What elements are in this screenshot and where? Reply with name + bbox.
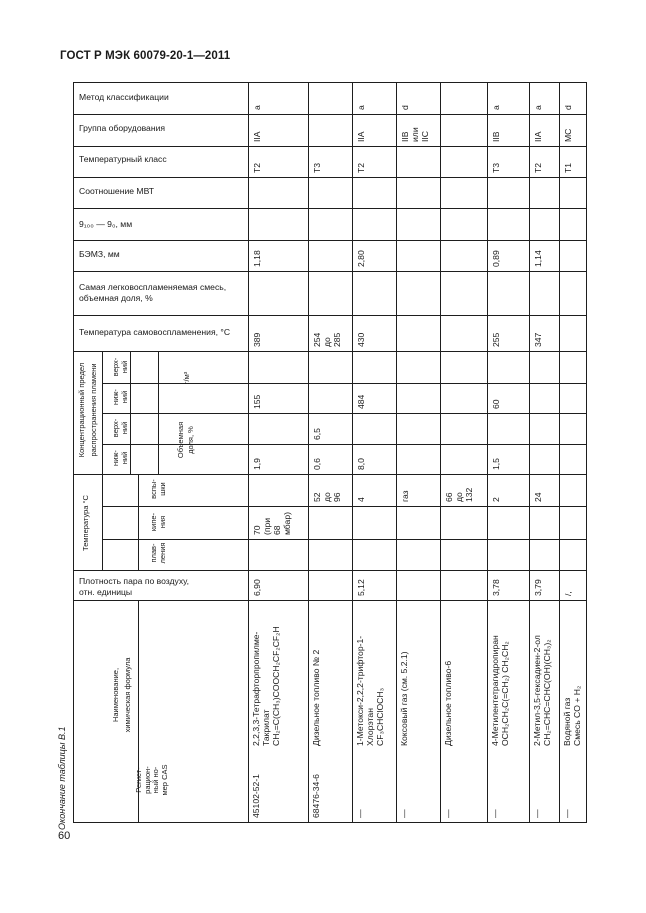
column-line (396, 82, 397, 822)
header-gm3: г/м³ (182, 371, 191, 385)
cell-method: a (252, 105, 262, 110)
column-line (102, 474, 103, 570)
cell-name: Дизельное топливо-6 (443, 660, 453, 746)
cell-group: MC (563, 128, 573, 142)
row-label-most-flammable: Самая легковоспламеняемая смесь, (79, 282, 227, 292)
header-flash: вспы- шки (149, 479, 167, 499)
column-line (138, 474, 139, 570)
column-line (352, 82, 353, 822)
cell-upper_vol: 6,5 (312, 428, 322, 440)
cell-temp_class: T2 (533, 162, 543, 173)
header-conc-limit-2: распространения пламени (89, 363, 98, 457)
column-line (158, 351, 159, 474)
row-line (102, 539, 248, 540)
cell-lower_vol: 8,0 (356, 458, 366, 470)
cell-autoignition: 254 до 285 (312, 332, 342, 347)
cell-bemz: 1,18 (252, 250, 262, 267)
cell-cas: 68476-34-6 (311, 774, 321, 818)
row-line (158, 444, 586, 445)
header-lower-vol: ниж- ний (111, 450, 129, 466)
header-lower-gm3: ниж- ний (111, 389, 129, 405)
cell-lower_gm3: 60 (491, 399, 501, 409)
row-label-autoignition: Температура самовоспламенения, °С (79, 327, 231, 337)
cell-method: a (491, 105, 501, 110)
cell-vapor_density: 5,12 (356, 579, 366, 596)
cell-cas: — (490, 809, 500, 818)
cell-boil: 70 (при 68 мбар) (252, 512, 292, 535)
cell-temp_class: T2 (356, 162, 366, 173)
cell-flash: 2 (491, 497, 501, 502)
cell-bemz: 1,14 (533, 250, 543, 267)
cell-vapor_density: 3,78 (491, 579, 501, 596)
table-border-left (73, 82, 74, 822)
cell-name: Дизельное топливо № 2 (311, 649, 321, 746)
row-label-method: Метод классификации (79, 92, 169, 102)
column-line (487, 82, 488, 822)
row-label-bemz: БЭМЗ, мм (79, 249, 120, 259)
cell-lower_gm3: 484 (356, 394, 366, 409)
column-line (529, 82, 530, 822)
cell-method: a (533, 105, 543, 110)
cell-group: IIA (252, 131, 262, 142)
cell-cas: — (532, 809, 542, 818)
row-line (73, 177, 586, 178)
cell-bemz: 0,89 (491, 250, 501, 267)
row-label-theta: 9₁₀₀ — 9₀, мм (79, 219, 133, 229)
cell-autoignition: 255 (491, 332, 501, 347)
header-vol-2: доля, % (186, 426, 195, 454)
cell-name: 2-Метил-3,5-гексадиен-2-ол CH₂=CHC=CHC(OH)(CH₃)₂ (532, 635, 552, 746)
header-name-2: химическая формула (123, 657, 132, 733)
header-conc-limit: Концентрационный предел (77, 362, 86, 458)
cell-name: Водяной газ Смесь CO + H₂ (562, 685, 582, 746)
cell-flash: 24 (533, 492, 543, 502)
row-label-vapor-density-2: отн. единицы (79, 587, 133, 597)
cell-autoignition: 430 (356, 332, 366, 347)
row-line (73, 351, 586, 352)
row-label-most-flammable-2: объемная доля, % (79, 293, 153, 303)
row-label-temp-class: Температурный класс (79, 154, 167, 164)
cell-lower_vol: 1,5 (491, 458, 501, 470)
row-line (73, 315, 586, 316)
row-line (73, 271, 586, 272)
row-line (73, 600, 586, 601)
row-label-mvt: Соотношение МВТ (79, 186, 154, 196)
cell-method: d (400, 105, 410, 110)
cell-flash: 66 до 132 (444, 487, 474, 502)
row-line (73, 240, 586, 241)
cell-temp_class: T1 (563, 162, 573, 173)
row-label-vapor-density: Плотность пара по воздуху, (79, 576, 189, 586)
table-border-top (73, 82, 586, 83)
column-line (248, 82, 249, 822)
header-upper-gm3: верх- ний (111, 357, 129, 377)
cell-vapor_density: 3,79 (533, 579, 543, 596)
column-line (559, 82, 560, 822)
cell-cas: — (443, 809, 453, 818)
row-line (102, 506, 248, 507)
table-border-bottom (73, 822, 586, 823)
cell-cas: — (562, 809, 572, 818)
cell-flash: 4 (356, 497, 366, 502)
header-upper-vol: верх- ний (111, 418, 129, 438)
header-melt: плав- ления (149, 542, 167, 564)
document-header: ГОСТ Р МЭК 60079-20-1—2011 (60, 50, 231, 62)
cell-lower_vol: 0,6 (312, 458, 322, 470)
row-line (73, 208, 586, 209)
cell-name: Коксовый газ (см. 5.2.1) (399, 651, 409, 746)
cell-temp_class: T3 (491, 162, 501, 173)
row-line (73, 146, 586, 147)
row-line (158, 383, 586, 384)
row-line (158, 413, 586, 414)
cell-temp_class: T3 (312, 162, 322, 173)
header-vol: Объемная (176, 421, 185, 459)
cell-bemz: 2,80 (356, 250, 366, 267)
cell-autoignition: 389 (252, 332, 262, 347)
cell-lower_gm3: 155 (252, 394, 262, 409)
cell-temp_class: T2 (252, 162, 262, 173)
row-line (73, 114, 586, 115)
header-boil: кипе- ния (149, 512, 167, 532)
cell-group: IIA (356, 131, 366, 142)
cell-flash: 52 до 96 (312, 492, 342, 502)
header-name: Наименование, (111, 667, 120, 723)
row-label-group: Группа оборудования (79, 123, 166, 133)
cell-vapor_density: /, (563, 591, 573, 596)
cell-name: 1-Метокси-2,2,2-трифтор-1- Хлорэтан CF₃CHClOCH₃ (355, 635, 385, 746)
column-line (440, 82, 441, 822)
cell-group: IIB (491, 131, 501, 142)
column-line (308, 82, 309, 822)
page-number: 60 (58, 830, 71, 842)
column-line (102, 351, 103, 474)
header-reg: Регист- рацион- ный но- мер CAS (134, 764, 169, 796)
row-line (73, 570, 586, 571)
cell-name: 4-Метилентетрагидропиран OCH₂CH₂C(=CH₂) CH₂CH₂ (490, 635, 510, 746)
table-caption: Окончание таблицы В.1 (57, 726, 67, 830)
cell-name: 2,2,3,3-Тетрафторпропилме- Такрилат CH₂=C(CH₃)COOCH₂CF₂CF₂H (251, 626, 281, 746)
cell-method: a (356, 105, 366, 110)
cell-cas: — (399, 809, 409, 818)
cell-cas: 45102-52-1 (251, 774, 261, 818)
cell-flash: газ (400, 490, 410, 502)
table-border-right (586, 82, 587, 823)
header-temperature: Температура °С (81, 495, 90, 551)
cell-group: IIA (533, 131, 543, 142)
cell-autoignition: 347 (533, 332, 543, 347)
column-line (130, 351, 131, 474)
cell-vapor_density: 6,90 (252, 579, 262, 596)
cell-group: IIB или IIC (400, 127, 430, 142)
cell-lower_vol: 1,9 (252, 458, 262, 470)
cell-method: d (563, 105, 573, 110)
cell-cas: — (355, 809, 365, 818)
